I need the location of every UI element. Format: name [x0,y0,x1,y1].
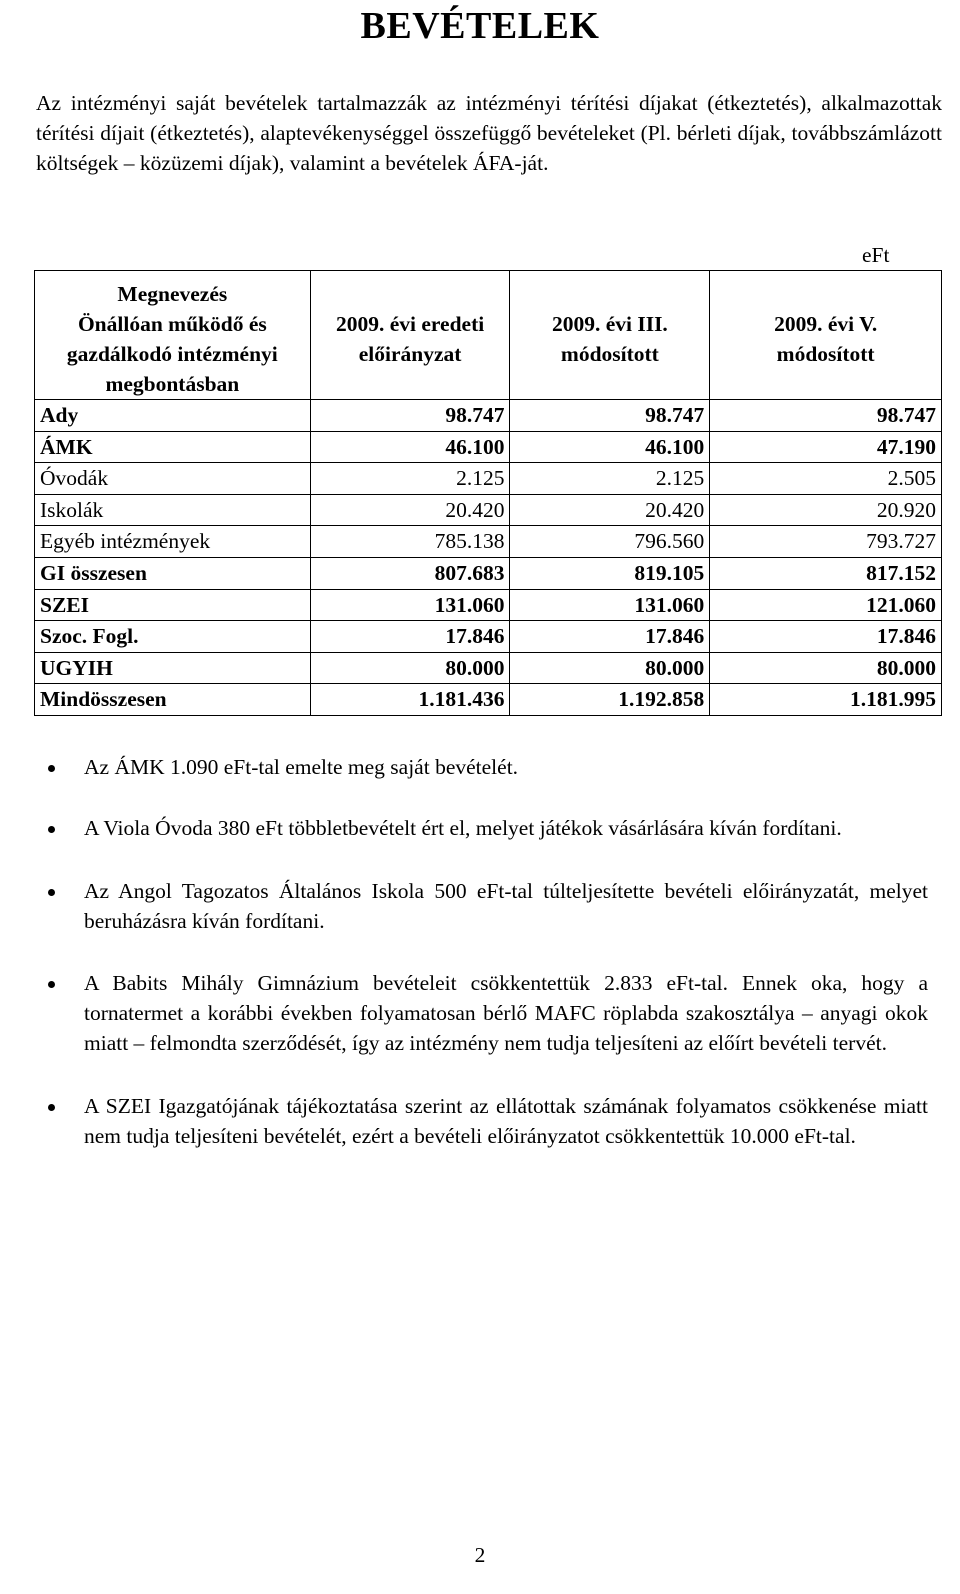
list-item-text: Az ÁMK 1.090 eFt-tal emelte meg saját bevételét. [84,755,519,779]
row-name: ÁMK [35,431,311,463]
row-value: 1.181.436 [310,684,510,716]
row-name: Óvodák [35,463,311,495]
table-row [35,621,942,653]
unit-label: eFt [862,243,890,267]
row-value: 1.192.858 [510,684,710,716]
row-name: Mindösszesen [35,684,311,716]
row-value: 785.138 [310,526,510,558]
list-item [36,876,928,937]
row-value: 2.505 [710,463,942,495]
row-value: 2.125 [510,463,710,495]
list-item-text: Az Angol Tagozatos Általános Iskola 500 eFt-tal túlteljesítette bevételi előirányzatát, melyet beruházásra kíván fordítani. [84,878,928,934]
row-value: 80.000 [710,652,942,684]
header-name-line: Önállóan működő és [77,312,267,336]
row-name: Szoc. Fogl. [35,621,311,653]
table-row [35,557,942,589]
header-original [310,271,510,400]
row-value: 98.747 [710,400,942,432]
row-name: Ady [35,400,311,432]
row-value: 121.060 [710,589,942,621]
list-item [36,1091,928,1152]
header-name-line: megbontásban [105,372,240,396]
list-item-text: A SZEI Igazgatójának tájékoztatása szerint az ellátottak számának folyamatos csökkenése miatt nem tudja teljesíteni bevételét, ezért a bevételi előirányzatot csökkentettük 10.000 eFt-tal. [84,1093,928,1149]
list-item-text: A Babits Mihály Gimnázium bevételeit csökkentettük 2.833 eFt-tal. Ennek oka, hogy a tornatermet a korábbi években folyamatosan bérlő MAFC röplabda szakosztálya – anyagi okok miatt – felmondta szerződését, így az intézmény nem tudja teljesíteni az előírt bevételi tervét. [84,970,928,1056]
row-value: 793.727 [710,526,942,558]
row-value: 17.846 [710,621,942,653]
row-value: 817.152 [710,557,942,589]
row-value: 807.683 [310,557,510,589]
table-row [35,589,942,621]
header-original-line: 2009. évi eredeti [335,312,485,336]
row-value: 17.846 [310,621,510,653]
table-row [35,463,942,495]
row-value: 46.100 [310,431,510,463]
row-value: 131.060 [510,589,710,621]
header-modified-v-line: 2009. évi V. [774,312,878,336]
header-modified-v [710,271,942,400]
row-name: Egyéb intézmények [35,526,311,558]
header-name-line: Megnevezés [117,282,228,306]
table-row [35,684,942,716]
row-value: 2.125 [310,463,510,495]
intro-paragraph: Az intézményi saját bevételek tartalmazzák az intézményi térítési díjakat (étkeztetés), alkalmazottak térítési díjait (étkeztetés), alaptevékenységgel összefüggő bevételeket (Pl. bérleti díjak, továbbszámlázott költségek – közüzemi díjak), valamint a bevételek ÁFA-ját. [36,91,942,175]
row-value: 20.920 [710,494,942,526]
header-modified-iii-line: módosított [560,342,659,366]
list-item [36,752,928,782]
row-value: 1.181.995 [710,684,942,716]
bullet-icon [48,889,55,896]
table-row [35,400,942,432]
page-title: BEVÉTELEK [360,5,600,47]
table-row [35,526,942,558]
table-row [35,431,942,463]
header-original-line: előirányzat [358,342,462,366]
bullet-icon [48,765,55,772]
table-header-row [35,271,942,400]
row-value: 47.190 [710,431,942,463]
row-value: 20.420 [510,494,710,526]
row-value: 17.846 [510,621,710,653]
revenue-table [34,270,942,716]
bullet-icon [48,826,55,833]
table-row [35,652,942,684]
row-name: UGYIH [35,652,311,684]
header-name [35,271,311,400]
header-name-line: gazdálkodó intézményi [66,342,278,366]
row-value: 20.420 [310,494,510,526]
notes-list [36,752,928,1152]
header-modified-v-line: módosított [776,342,875,366]
row-value: 98.747 [510,400,710,432]
table-row [35,494,942,526]
header-modified-iii [510,271,710,400]
list-item [36,813,928,843]
row-name: GI összesen [35,557,311,589]
row-value: 796.560 [510,526,710,558]
page-number: 2 [474,1543,486,1567]
bullet-icon [48,981,55,988]
list-item-text: A Viola Óvoda 380 eFt többletbevételt ért el, melyet játékok vásárlására kíván fordítani. [84,816,842,841]
row-value: 46.100 [510,431,710,463]
row-name: Iskolák [35,494,311,526]
row-value: 80.000 [510,652,710,684]
row-value: 131.060 [310,589,510,621]
row-value: 98.747 [310,400,510,432]
header-modified-iii-line: 2009. évi III. [551,312,668,336]
bullet-icon [48,1104,55,1111]
row-value: 80.000 [310,652,510,684]
row-name: SZEI [35,589,311,621]
list-item [36,968,928,1059]
row-value: 819.105 [510,557,710,589]
